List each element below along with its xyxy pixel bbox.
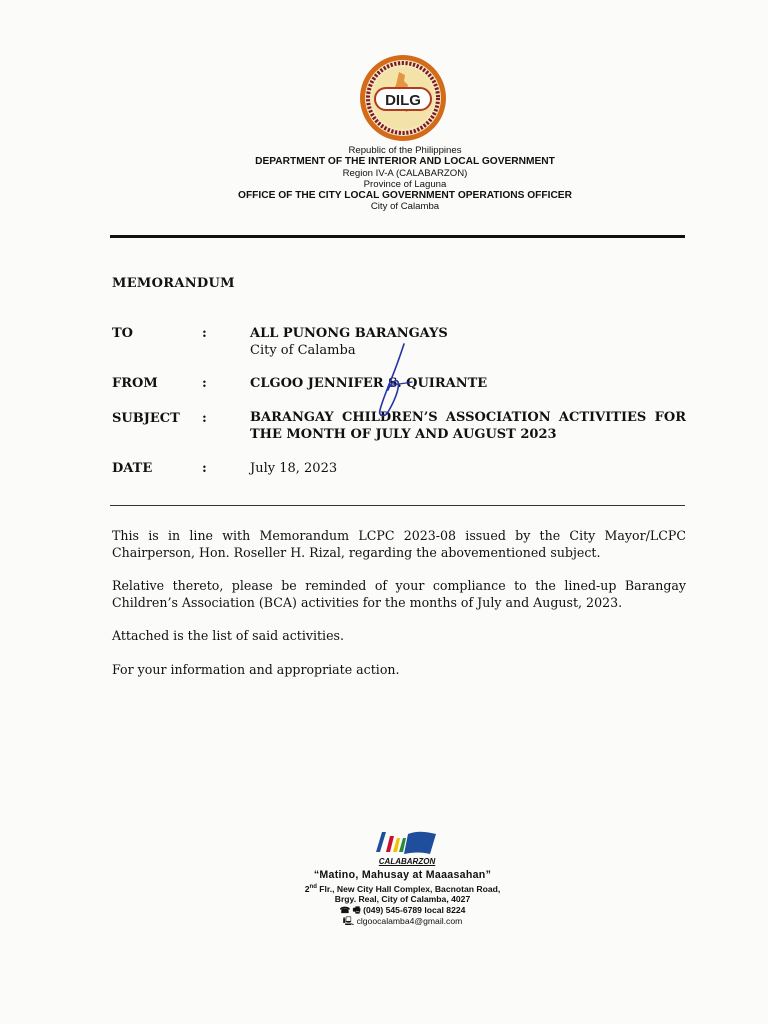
body-paragraph-1: This is in line with Memorandum LCPC 2023-08 issued by the City Mayor/LCPC Chairperson, Hon. Roseller H. Rizal, regarding the abovementioned subject. (112, 528, 686, 560)
header-divider (110, 505, 685, 506)
signature-mark (360, 338, 420, 428)
subject-colon: : (202, 411, 207, 426)
body-paragraph-2: Relative thereto, please be reminded of your compliance to the lined-up Barangay Children’s Association (BCA) activities for the months of July and August, 2023. (112, 578, 686, 610)
address-floor-suffix: nd (309, 884, 317, 890)
from-colon: : (202, 376, 207, 391)
svg-text:DILG: DILG (385, 92, 421, 109)
letterhead (140, 145, 670, 213)
letterhead-city: City of Calamba (370, 201, 440, 213)
date-label: DATE (112, 461, 153, 476)
subject-value: BARANGAY CHILDREN’S ASSOCIATION ACTIVITIES FOR THE MONTH OF JULY AND AUGUST 2023 (250, 410, 686, 442)
letterhead-office: OFFICE OF THE CITY LOCAL GOVERNMENT OPERATIONS OFFICER (238, 190, 572, 202)
letterhead-department: DEPARTMENT OF THE INTERIOR AND LOCAL GOVERNMENT (255, 156, 555, 168)
footer-address-line-1 (250, 882, 555, 894)
footer-contact-block (250, 869, 555, 926)
footer-address-line-2: Brgy. Real, City of Calamba, 4027 (334, 894, 471, 905)
body-paragraph-4: For your information and appropriate action. (112, 662, 400, 677)
address-floor: 2 (304, 883, 310, 894)
address-line-1-rest: Flr., New City Hall Complex, Bacnotan Road, (316, 883, 501, 894)
from-label: FROM (112, 376, 158, 391)
letterhead-region: Region IV-A (CALABARZON) (342, 167, 468, 179)
to-recipient-city: City of Calamba (250, 343, 356, 358)
footer-motto: “Matino, Mahusay at Maaasahan” (313, 869, 492, 881)
to-recipient: ALL PUNONG BARANGAYS (250, 326, 448, 341)
body-paragraph-3: Attached is the list of said activities. (112, 628, 345, 643)
to-value (250, 325, 686, 359)
footer-email: 🖳 clgoocalamba4@gmail.com (342, 915, 463, 926)
to-colon: : (202, 326, 207, 341)
date-value: July 18, 2023 (250, 461, 338, 476)
footer-phone: ☎ 🖷 (049) 545-6789 local 8224 (339, 905, 466, 916)
subject-label: SUBJECT (112, 411, 180, 426)
to-label: TO (112, 326, 133, 341)
letterhead-divider (110, 235, 685, 238)
calabarzon-logo (370, 826, 440, 858)
letterhead-province: Province of Laguna (363, 178, 447, 190)
from-value: CLGOO JENNIFER S. QUIRANTE (250, 376, 488, 391)
date-colon: : (202, 461, 207, 476)
footer-region-label: CALABARZON (378, 857, 436, 866)
memo-title: MEMORANDUM (112, 276, 235, 291)
dilg-seal-logo (359, 54, 447, 142)
letterhead-republic: Republic of the Philippines (348, 145, 462, 156)
